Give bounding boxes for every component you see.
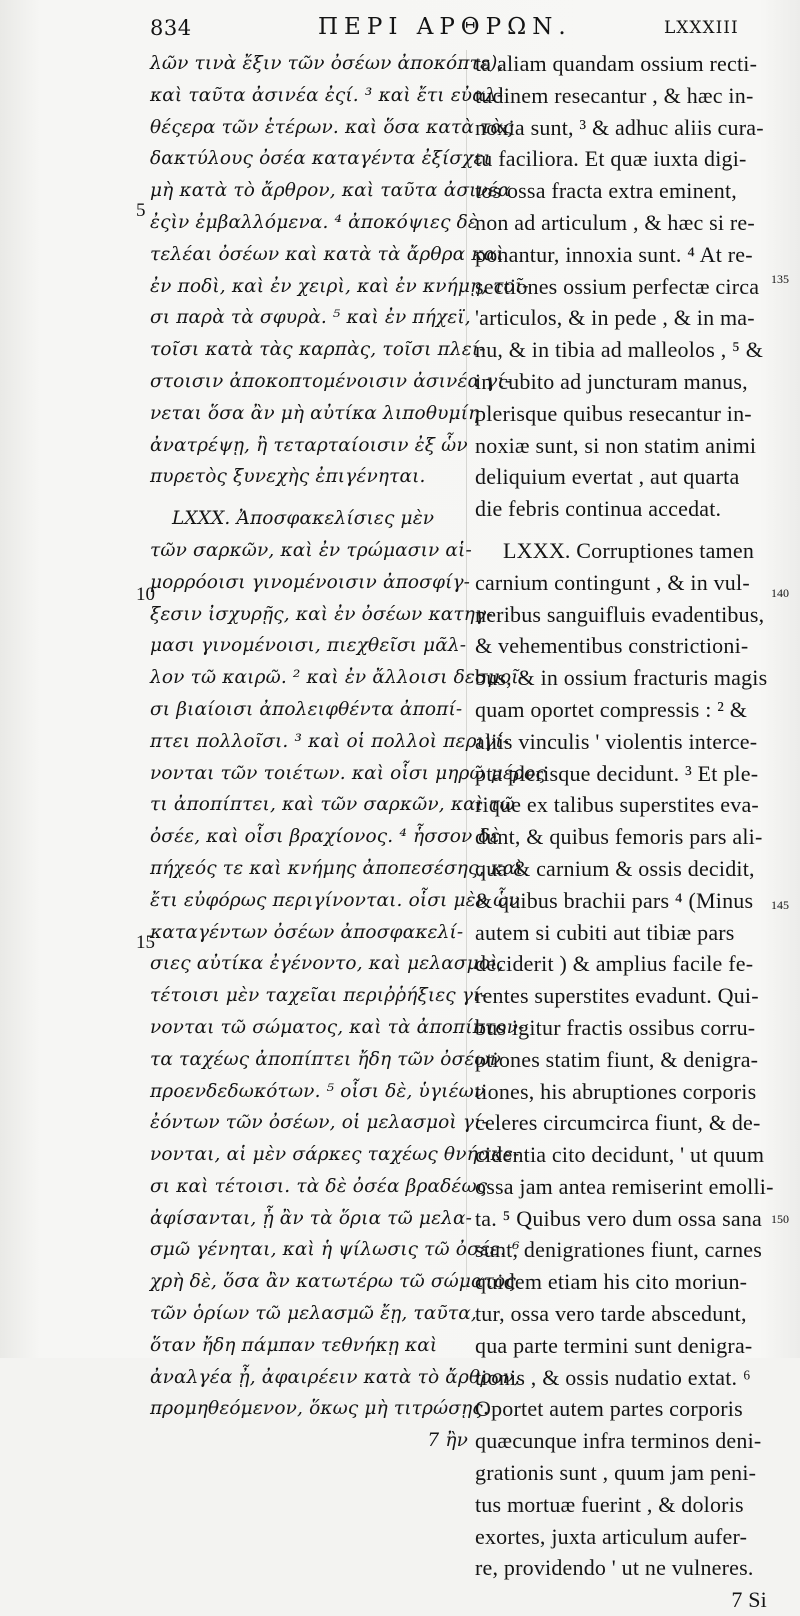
greek-text-line: ἐν ποδὶ, καὶ ἐν χειρὶ, καὶ ἐν κνήμῃ, τοῖ- (150, 275, 529, 297)
greek-text-line: στοισιν ἀποκοπτομένοισιν ἀσινέα γί- (150, 370, 512, 392)
line-number-5: 5 (136, 200, 146, 221)
greek-text-line: σι βιαίοισι ἀπολειφθέντα ἀποπί- (150, 698, 463, 720)
latin-text-line: ta. ⁵ Quibus vero dum ossa sana (475, 1205, 762, 1231)
latin-text-line (475, 525, 767, 535)
greek-text-line: προενδεδωκότων. ⁵ οἷσι δὲ, ὑγιέων (150, 1080, 486, 1102)
greek-text-line: λον τῶ καιρῶ. ² καὶ ἐν ἄλλοισι δεσμοῖ- (150, 667, 526, 689)
latin-text-line: pta plerisque decidunt. ³ Et ple- (475, 760, 759, 786)
page-number: 834 (150, 16, 192, 40)
greek-text-line: LXXX. Ἀποσφακελίσιες μὲν (172, 508, 435, 530)
greek-text-line: τοῖσι κατὰ τὰς καρπὰς, τοῖσι πλεί- (150, 339, 486, 361)
latin-text-line: sectiones ossium perfectæ circa (475, 273, 760, 299)
latin-text-line: tionis , & ossis nudatio extat. ⁶ (475, 1364, 751, 1390)
latin-text-line: plerisque quibus resecantur in- (475, 400, 752, 426)
latin-text-line: bus, & in ossium fracturis magis (475, 665, 768, 691)
greek-text-line: καὶ ταῦτα ἀσινέα ἐςί. ³ καὶ ἔτι εὐαλ- (150, 84, 504, 106)
latin-text-line: non ad articulum , & hæc si re- (475, 209, 755, 235)
greek-text-line: νονται, αἱ μὲν σάρκες ταχέως θνήσκε- (150, 1144, 520, 1166)
latin-text-line: 'articulos, & in pede , & in ma- (475, 305, 755, 331)
greek-text-line: τελέαι ὀσέων καὶ κατὰ τὰ ἄρθρα καὶ (150, 243, 504, 265)
latin-text-line: quam oportet compressis : ² & (475, 696, 748, 722)
greek-text-line: νονται τῶν τοιέτων. καὶ οἷσι μηρῶ μέρος (150, 762, 546, 784)
greek-text-line: μασι γινομένοισι, πιεχθεῖσι μᾶλ- (150, 635, 467, 657)
greek-text-line: ἔτι εὐφόρως περιγίνονται. οἷσι μὲν ὧν (150, 889, 520, 911)
greek-text-line: χρὴ δὲ, ὅσα ἂν κατωτέρω τῶ σώματος (150, 1271, 516, 1293)
greek-text-line: σιες αὐτίκα ἐγένοντο, καὶ μελασμοὶ, (150, 953, 504, 975)
latin-text-line: neribus sanguifluis evadentibus, (475, 601, 765, 627)
latin-text-line: rentes superstites evadunt. Qui- (475, 983, 759, 1009)
greek-text-line: τῶν ὁρίων τῶ μελασμῶ ἔῃ, ταῦτα, (150, 1303, 477, 1325)
latin-text-line: deciderit ) & amplius facile fe- (475, 951, 754, 977)
greek-text-line: προμηθεόμενον, ὅκως μὴ τιτρώσῃς. (150, 1398, 489, 1420)
latin-text-line: ptiones statim fiunt, & denigra- (475, 1046, 759, 1072)
latin-text-line: ta aliam quandam ossium recti- (475, 51, 758, 76)
latin-text-line: & vehementibus constrictioni- (475, 633, 749, 659)
greek-text-line: σι καὶ τέτοισι. τὰ δὲ ὀσέα βραδέως (150, 1175, 488, 1197)
latin-text-line: LXXX. Corruptiones tamen (503, 537, 755, 563)
greek-text-line: πυρετὸς ξυνεχὴς ἐπιγένηται. (150, 466, 426, 488)
latin-text-line: & quibus brachii pars ⁴ (Minus (475, 887, 754, 913)
latin-text-line: bus igitur fractis ossibus corru- (475, 1014, 756, 1040)
greek-text-line: ἐςὶν ἐμβαλλόμενα. ⁴ ἀποκόψιες δὲ (150, 211, 478, 233)
latin-text-line: cidentia cito decidunt, ' ut quum (475, 1142, 765, 1168)
greek-text-line: ἐόντων τῶν ὀσέων, οἱ μελασμοὶ γί- (150, 1112, 488, 1134)
margin-note-150: 150 (771, 1212, 789, 1226)
line-number-15: 15 (136, 932, 155, 953)
greek-text-line: νονται τῶ σώματος, καὶ τὰ ἀποπίπτον- (150, 1016, 525, 1038)
greek-text-line: 7 ἢν (427, 1430, 468, 1452)
greek-text-line: πτει πολλοῖσι. ³ καὶ οἱ πολλοὶ περιγί- (150, 730, 510, 752)
greek-text-line: τῶν σαρκῶν, καὶ ἐν τρώμασιν αἱ- (150, 539, 472, 561)
latin-text-line: dunt, & quibus femoris pars ali- (475, 824, 763, 850)
latin-text-line: nu, & in tibia ad malleolos , ⁵ & (475, 337, 764, 363)
latin-text-line: quæcunque infra terminos deni- (475, 1428, 762, 1454)
greek-text-line: θέςερα τῶν ἑτέρων. καὶ ὅσα κατὰ τὰς (150, 116, 514, 138)
latin-text-line: quidem etiam his cito moriun- (475, 1269, 748, 1295)
latin-text-line: tos ossa fracta extra eminent, (475, 178, 737, 204)
latin-text-line: autem si cubiti aut tibiæ pars (475, 919, 735, 945)
latin-text-line: noxia sunt, ³ & adhuc aliis cura- (475, 114, 764, 140)
greek-text-line: μορρόοισι γινομένοισιν ἀποσφίγ- (150, 571, 471, 593)
latin-text-line: tus mortuæ fuerint , & doloris (475, 1491, 744, 1517)
latin-text-line: tudinem resecantur , & hæc in- (475, 82, 754, 108)
latin-text-line: Oportet autem partes corporis (475, 1396, 743, 1422)
latin-text-line: qua parte termini sunt denigra- (475, 1332, 753, 1358)
greek-text-line: καταγέντων ὀσέων ἀποσφακελί- (150, 921, 464, 943)
latin-text-line: rique ex talibus superstites eva- (475, 792, 759, 818)
greek-text-line: λῶν τινὰ ἔξιν τῶν ὀσέων ἀποκόπτε), (150, 53, 504, 74)
latin-text-line: tiones, his abruptiones corporis (475, 1078, 757, 1104)
latin-text-line: tu faciliora. Et quæ iuxta digi- (475, 146, 747, 172)
greek-text-line: ὀσέε, καὶ οἷσι βραχίονος. ⁴ ἧσσον δὲ (150, 826, 500, 848)
greek-text-line: νεται ὅσα ἂν μὴ αὐτίκα λιποθυμίη (150, 402, 480, 424)
line-number-10: 10 (136, 584, 155, 605)
latin-text-line: qua & carnium & ossis decidit, (475, 855, 755, 881)
greek-text-line: πήχεός τε καὶ κνήμης ἀποπεσέσης, καὶ (150, 857, 523, 879)
latin-text-line: grationis sunt , quum jam peni- (475, 1460, 757, 1486)
latin-text-line: tur, ossa vero tarde abscedunt, (475, 1301, 747, 1327)
greek-text-line: τι ἀποπίπτει, καὶ τῶν σαρκῶν, καὶ τῶ (150, 794, 515, 816)
greek-text-line: σι παρὰ τὰ σφυρὰ. ⁵ καὶ ἐν πήχεϊ, (150, 307, 471, 329)
latin-text-line: 7 Si (731, 1587, 767, 1613)
latin-text-line: aliis vinculis ' violentis interce- (475, 728, 758, 754)
greek-text-line: σμῶ γένηται, καὶ ἡ ψίλωσις τῶ ὀσέε. ⁶ (150, 1239, 520, 1261)
latin-text-column (475, 48, 774, 1616)
latin-text-line: sunt, denigrationes fiunt, carnes (475, 1237, 763, 1263)
greek-text-line: δακτύλους ὀσέα καταγέντα ἐξίσχει (150, 148, 492, 170)
latin-text-line: ossa jam antea remiserint emolli- (475, 1173, 774, 1199)
greek-text-line: ἀναλγέα ᾖ, ἀφαιρέειν κατὰ τὸ ἄρθρον, (150, 1366, 520, 1388)
margin-note-140: 140 (771, 586, 789, 600)
latin-text-line: in cubito ad juncturam manus, (475, 368, 748, 394)
latin-text-line: die febris continua accedat. (475, 496, 722, 522)
latin-text-line: exortes, juxta articulum aufer- (475, 1523, 748, 1549)
greek-text-line: ὅταν ἤδη πάμπαν τεθνήκῃ καὶ (150, 1334, 438, 1356)
greek-text-line: τέτοισι μὲν ταχεῖαι περιῤῥήξιες γί- (150, 985, 487, 1007)
greek-text-line: ξεσιν ἰσχυρῇς, καὶ ἐν ὀσέων κατηγ- (150, 603, 493, 625)
page-header (0, 14, 800, 44)
greek-text-line (150, 493, 468, 503)
latin-text-line: carnium contingunt , & in vul- (475, 569, 750, 595)
section-number: LXXXIII (664, 18, 739, 38)
latin-text-line: ponantur, innoxia sunt. ⁴ At re- (475, 241, 753, 267)
margin-note-135: 135 (771, 272, 789, 286)
latin-text-line: celeres circumcirca fiunt, & de- (475, 1110, 761, 1136)
greek-text-column (150, 48, 546, 1457)
latin-text-line: deliquium evertat , aut quarta (475, 464, 740, 490)
greek-text-line: τα ταχέως ἀποπίπτει ἤδη τῶν ὀσέων (150, 1048, 502, 1070)
latin-text-line: noxiæ sunt, si non statim animi (475, 432, 757, 458)
greek-text-line: ἀνατρέψῃ, ἢ τεταρταίοισιν ἐξ ὧν (150, 434, 468, 456)
greek-text-line: μὴ κατὰ τὸ ἄρθρον, καὶ ταῦτα ἀσινέα (150, 180, 511, 202)
margin-note-145: 145 (771, 898, 789, 912)
greek-text-line: ἀφίσανται, ᾗ ἂν τὰ ὅρια τῶ μελα- (150, 1207, 473, 1229)
running-title: ΠΕΡΙ ΑΡΘΡΩΝ. (318, 14, 572, 40)
latin-text-line: re, providendo ' ut ne vulneres. (475, 1555, 754, 1581)
